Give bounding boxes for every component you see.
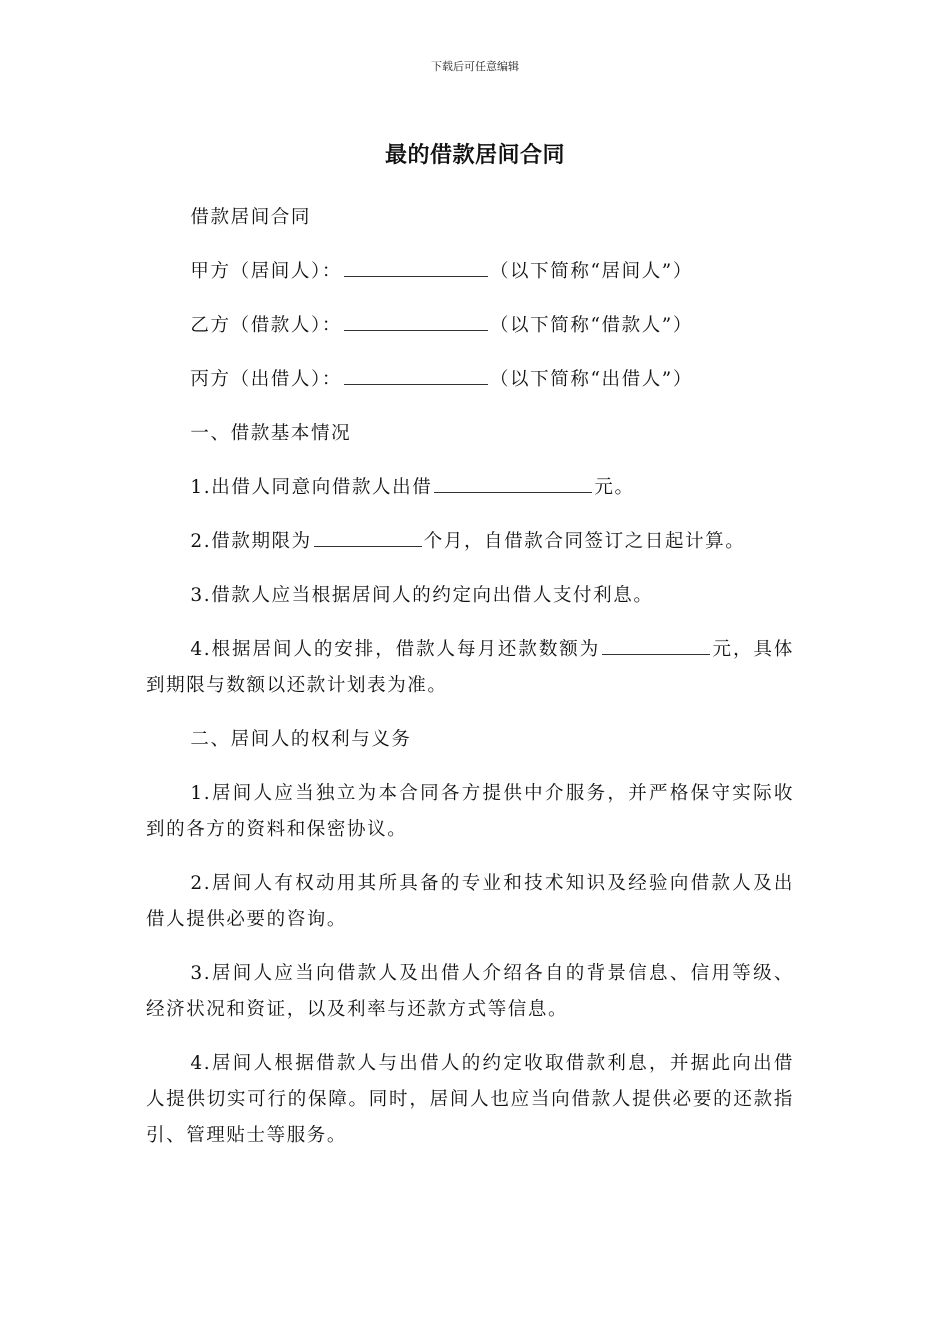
section1-heading: 一、借款基本情况 bbox=[190, 423, 352, 444]
party-a-blank bbox=[344, 257, 488, 277]
section2-item3: 3.居间人应当向借款人及出借人介绍各自的背景信息、信用等级、经济状况和资证，以及利率与还款方式等信息。 bbox=[146, 963, 794, 1020]
party-a-label: 甲方（居间人）： bbox=[190, 261, 342, 282]
section1-item1 bbox=[146, 470, 794, 506]
loan-amount-blank bbox=[434, 473, 592, 493]
section2-item1: 1.居间人应当独立为本合同各方提供中介服务，并严格保守实际收到的各方的资料和保密协议。 bbox=[146, 783, 794, 840]
party-c-blank bbox=[344, 365, 488, 385]
contract-subtitle: 借款居间合同 bbox=[190, 207, 311, 228]
section2-heading: 二、居间人的权利与义务 bbox=[190, 729, 412, 750]
page-header-note: 下载后可任意编辑 bbox=[431, 60, 519, 73]
party-a-line bbox=[146, 254, 794, 290]
section1-item1-pre: 1.出借人同意向借款人出借 bbox=[190, 477, 433, 498]
section2-item4: 4.居间人根据借款人与出借人的约定收取借款利息，并据此向出借人提供切实可行的保障。同时，居间人也应当向借款人提供必要的还款指引、管理贴士等服务。 bbox=[146, 1053, 794, 1146]
section1-item4-pre: 4.根据居间人的安排，借款人每月还款数额为 bbox=[190, 639, 601, 660]
party-b-blank bbox=[344, 311, 488, 331]
monthly-payment-blank bbox=[602, 635, 710, 655]
section1-item3: 3.借款人应当根据居间人的约定向出借人支付利息。 bbox=[190, 585, 654, 606]
party-b-line bbox=[146, 308, 794, 344]
section1-item2-post: 个月，自借款合同签订之日起计算。 bbox=[423, 531, 746, 552]
party-a-alias: （以下简称“居间人”） bbox=[489, 261, 693, 282]
document-body bbox=[146, 200, 794, 1172]
section1-item1-post: 元。 bbox=[594, 477, 635, 498]
loan-term-blank bbox=[314, 527, 422, 547]
document-title: 最的借款居间合同 bbox=[384, 143, 565, 168]
party-b-alias: （以下简称“借款人”） bbox=[489, 315, 693, 336]
section1-item2-pre: 2.借款期限为 bbox=[190, 531, 312, 552]
section2-item2: 2.居间人有权动用其所具备的专业和技术知识及经验向借款人及出借人提供必要的咨询。 bbox=[146, 873, 794, 930]
party-c-alias: （以下简称“出借人”） bbox=[489, 369, 693, 390]
party-c-label: 丙方（出借人）： bbox=[190, 369, 342, 390]
section1-item4 bbox=[146, 632, 794, 704]
section1-item2 bbox=[146, 524, 794, 560]
party-b-label: 乙方（借款人）： bbox=[190, 315, 342, 336]
party-c-line bbox=[146, 362, 794, 398]
section1-item4-post: 元，具体到期限与数额以还款计划表为准。 bbox=[146, 639, 794, 696]
